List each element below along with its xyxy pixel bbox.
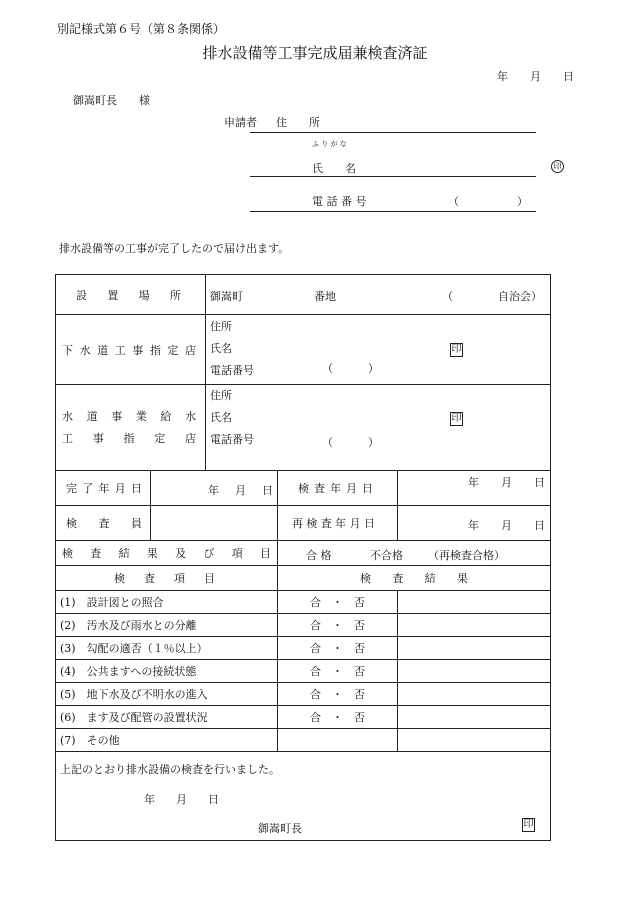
results-row (56, 541, 551, 566)
footer-row (56, 752, 551, 841)
inspector-label: 検 査 員 (66, 517, 142, 530)
item-note[interactable] (398, 729, 551, 752)
seal-mark-icon: 印 (551, 160, 564, 173)
results-header-cell (278, 566, 551, 591)
completion-date-value[interactable] (151, 471, 278, 506)
sewer-contractor-row (56, 315, 551, 385)
completion-year: 年 (208, 484, 219, 497)
furigana-label: ふ り が な (312, 140, 347, 148)
location-paren-open: （ (442, 290, 453, 303)
result-and-items-label: 検 査 結 果 及 び 項 目 (62, 547, 271, 560)
name-underline (250, 176, 536, 177)
item-no: (6) (60, 711, 76, 724)
phone-paren-close: ） (517, 195, 528, 208)
item-no: (5) (60, 688, 76, 701)
sewer-contractor-label-cell (56, 315, 206, 385)
item-label: 設計図との照合 (86, 596, 164, 609)
footer-cell (56, 752, 551, 841)
item-label: 地下水及び不明水の進入 (86, 688, 208, 701)
location-row (56, 275, 551, 315)
location-jichikai: 自治会） (498, 290, 542, 303)
item-no: (4) (60, 665, 76, 678)
item-label: ます及び配管の設置状況 (86, 711, 208, 724)
location-banchi: 番地 (314, 290, 336, 303)
item-no: (1) (60, 596, 76, 609)
item-no: (2) (60, 619, 76, 632)
addressee: 御嵩町長 (73, 94, 117, 107)
pass-option[interactable]: 合 格 (306, 549, 332, 562)
inspection-date-label-cell (278, 471, 398, 506)
reinspection-date-value[interactable] (398, 506, 551, 541)
location-label: 設 置 場 所 (76, 288, 181, 302)
water-contractor-label-line1: 水 道 事 業 給 水 (62, 409, 196, 423)
footer-signer: 御嵩町長 (258, 822, 302, 835)
inspection-year: 年 (468, 476, 479, 489)
sewer-seal-box-icon: 印 (451, 344, 462, 355)
sewer-phone-label: 電話番号 (210, 364, 254, 377)
footer-day: 日 (208, 793, 219, 806)
water-phone-label: 電話番号 (210, 433, 254, 446)
water-name-label: 氏名 (210, 411, 232, 424)
item-result[interactable]: 合 ・ 否 (278, 660, 398, 683)
sewer-contractor-label: 下 水 道 工 事 指 定 店 (62, 343, 196, 357)
footer-seal-box-icon: 印 (523, 819, 534, 830)
form-number: 別記様式第６号（第８条関係） (57, 22, 226, 36)
water-addr-label: 住所 (210, 389, 232, 402)
items-header-cell (56, 566, 278, 591)
sewer-contractor-details[interactable] (206, 315, 551, 385)
water-contractor-row (56, 385, 551, 471)
phone-paren-open: （ (448, 195, 459, 208)
page-title: 排水設備等工事完成届兼検査済証 (202, 44, 428, 62)
reinspection-month: 月 (501, 519, 512, 532)
item-label-cell (56, 591, 278, 614)
water-contractor-label-cell (56, 385, 206, 471)
table-row (56, 729, 551, 752)
date-month: 月 (530, 70, 541, 83)
applicant-label: 申請者 (224, 116, 257, 129)
water-phone-paren-open: （ (322, 436, 333, 449)
sewer-phone-paren-open: （ (322, 362, 333, 375)
fail-option[interactable]: 不合格 (370, 549, 403, 562)
dates-row (56, 471, 551, 506)
completion-day: 日 (262, 484, 273, 497)
reinspection-date-label: 再 検 査 年 月 日 (292, 517, 375, 530)
water-contractor-details[interactable] (206, 385, 551, 471)
item-note[interactable] (398, 591, 551, 614)
item-label-cell (56, 729, 278, 752)
completion-month: 月 (235, 484, 246, 497)
item-no: (7) (60, 734, 76, 747)
item-note[interactable] (398, 614, 551, 637)
items-header: 検 査 項 目 (114, 572, 215, 585)
inspection-date-value[interactable] (398, 471, 551, 506)
table-row (56, 637, 551, 660)
applicant-address-label: 住 所 (276, 116, 320, 129)
applicant-phone-label: 電 話 番 号 (312, 195, 367, 208)
item-result[interactable]: 合 ・ 否 (278, 637, 398, 660)
addressee-honorific: 様 (139, 94, 150, 107)
intro-text: 排水設備等の工事が完了したので届け出ます。 (59, 242, 290, 255)
item-label-cell (56, 614, 278, 637)
location-value-cell[interactable] (206, 275, 551, 315)
item-label: 公共ますへの接続状態 (86, 665, 197, 678)
results-label-cell (56, 541, 278, 566)
location-label-cell (56, 275, 206, 315)
inspection-form-table (55, 274, 551, 841)
completion-date-label: 完 了 年 月 日 (66, 482, 142, 495)
sewer-name-label: 氏名 (210, 342, 232, 355)
item-result[interactable]: 合 ・ 否 (278, 706, 398, 729)
footer-text: 上記のとおり排水設備の検査を行いました。 (60, 763, 280, 776)
inspection-day: 日 (534, 476, 545, 489)
inspector-value[interactable] (151, 506, 278, 541)
footer-month: 月 (176, 793, 187, 806)
item-note[interactable] (398, 637, 551, 660)
reinspection-day: 日 (534, 519, 545, 532)
results-header: 検 査 結 果 (360, 572, 468, 585)
reinspection-year: 年 (468, 519, 479, 532)
item-result[interactable]: 合 ・ 否 (278, 591, 398, 614)
item-label: 勾配の適否（１％以上） (86, 642, 208, 655)
reinspection-date-label-cell (278, 506, 398, 541)
water-contractor-label-line2: 工 事 指 定 店 (62, 431, 196, 445)
item-result[interactable] (278, 729, 398, 752)
results-options (278, 541, 551, 566)
sewer-phone-paren-close: ） (368, 362, 379, 375)
water-seal-box-icon: 印 (451, 413, 462, 424)
table-row (56, 591, 551, 614)
water-phone-paren-close: ） (368, 436, 379, 449)
items-header-row (56, 566, 551, 591)
item-result[interactable]: 合 ・ 否 (278, 683, 398, 706)
completion-date-label-cell (56, 471, 151, 506)
inspector-row (56, 506, 551, 541)
item-note[interactable] (398, 660, 551, 683)
location-town: 御嵩町 (210, 290, 243, 303)
item-label-cell (56, 660, 278, 683)
table-row (56, 683, 551, 706)
inspection-month: 月 (501, 476, 512, 489)
table-row (56, 660, 551, 683)
item-label: 汚水及び雨水との分離 (86, 619, 197, 632)
reinspect-pass-option[interactable]: （再検査合格） (428, 549, 505, 562)
item-result[interactable]: 合 ・ 否 (278, 614, 398, 637)
table-row (56, 614, 551, 637)
item-note[interactable] (398, 706, 551, 729)
inspector-label-cell (56, 506, 151, 541)
table-row (56, 706, 551, 729)
phone-underline (250, 211, 536, 212)
item-no: (3) (60, 642, 76, 655)
item-label-cell (56, 706, 278, 729)
item-label-cell (56, 637, 278, 660)
date-day: 日 (563, 70, 574, 83)
applicant-name-label: 氏 名 (312, 162, 356, 175)
date-year: 年 (497, 70, 508, 83)
sewer-addr-label: 住所 (210, 320, 232, 333)
item-label: その他 (86, 734, 120, 747)
address-underline (250, 132, 536, 133)
footer-year: 年 (144, 793, 155, 806)
item-label-cell (56, 683, 278, 706)
inspection-date-label: 検 査 年 月 日 (298, 482, 373, 495)
item-note[interactable] (398, 683, 551, 706)
